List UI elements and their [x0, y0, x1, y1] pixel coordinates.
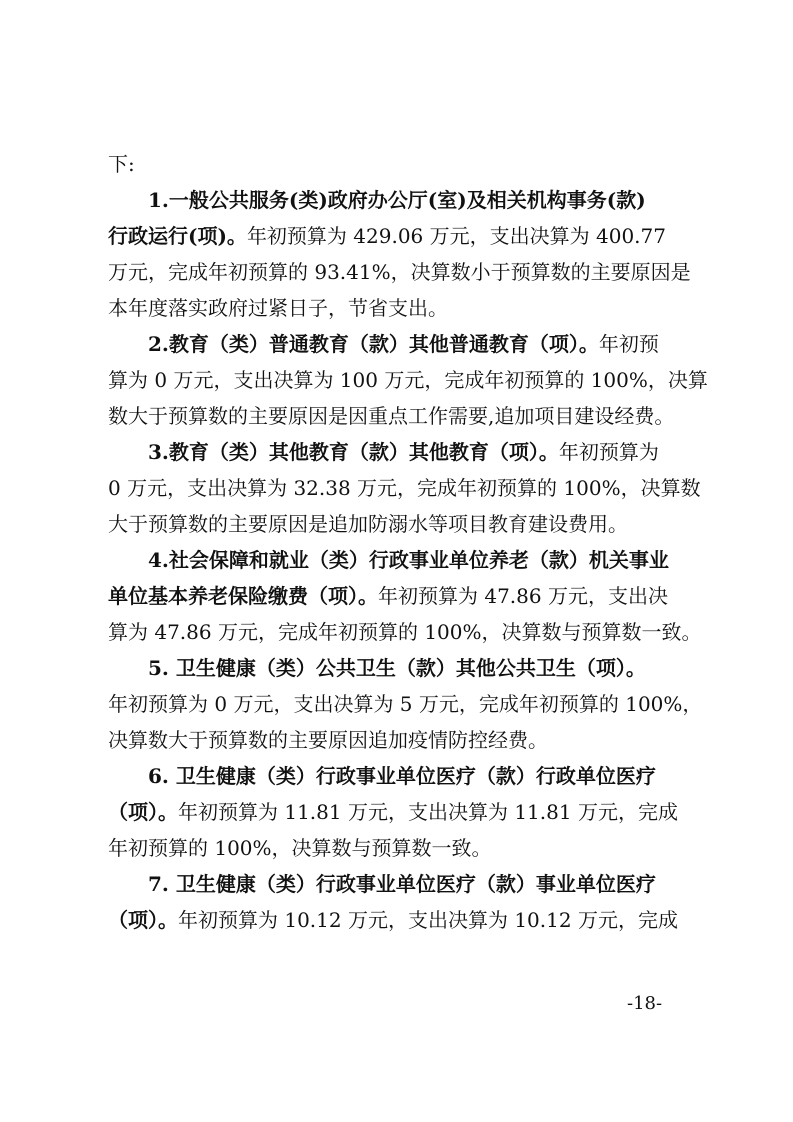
item-1-title: 1.一般公共服务(类)政府办公厅(室)及相关机构事务(款) — [148, 188, 646, 212]
item-1-title-cont: 行政运行(项)。 — [108, 224, 247, 248]
text-line — [108, 902, 688, 938]
text-line: 0 万元，支出决算为 32.38 万元，完成年初预算的 100%，决算数 — [108, 476, 701, 500]
text-line: 年初预算为 0 万元，支出决算为 5 万元，完成年初预算的 100%， — [108, 692, 703, 716]
item-5-heading — [108, 650, 688, 686]
item-7-text: 年初预算为 10.12 万元，支出决算为 10.12 万元，完成 — [178, 908, 678, 932]
item-2-title: 2.教育（类）普通教育（款）其他普通教育（项）。 — [148, 332, 599, 356]
item-2-heading — [108, 326, 688, 362]
text-line: 算为 0 万元，支出决算为 100 万元，完成年初预算的 100%，决算 — [108, 368, 708, 392]
text-line: 本年度落实政府过紧日子，节省支出。 — [108, 296, 448, 320]
item-6-text: 年初预算为 11.81 万元，支出决算为 11.81 万元，完成 — [178, 800, 678, 824]
text-line — [108, 218, 688, 254]
item-1-heading — [108, 182, 688, 218]
text-line: 万元，完成年初预算的 93.41%，决算数小于预算数的主要原因是 — [108, 260, 691, 284]
text-line — [108, 578, 688, 614]
item-4-title: 4.社会保障和就业（类）行政事业单位养老（款）机关事业 — [148, 548, 669, 572]
item-4-text: 年初预算为 47.86 万元，支出决 — [378, 584, 668, 608]
text-line: 决算数大于预算数的主要原因追加疫情防控经费。 — [108, 728, 548, 752]
item-6-title-cont: （项）。 — [108, 800, 178, 824]
item-7-title-cont: （项）。 — [108, 908, 178, 932]
item-7-title: 7. 卫生健康（类）行政事业单位医疗（款）事业单位医疗 — [148, 872, 656, 896]
body-text — [108, 146, 708, 938]
item-4-title-cont: 单位基本养老保险缴费（项）。 — [108, 584, 378, 608]
item-7-heading — [108, 866, 688, 902]
text-line: 算为 47.86 万元，完成年初预算的 100%，决算数与预算数一致。 — [108, 620, 702, 644]
item-6-title: 6. 卫生健康（类）行政事业单位医疗（款）行政单位医疗 — [148, 764, 656, 788]
item-3-title: 3.教育（类）其他教育（款）其他教育（项）。 — [148, 440, 559, 464]
text-line: 大于预算数的主要原因是追加防溺水等项目教育建设费用。 — [108, 512, 628, 536]
text-line: 数大于预算数的主要原因是因重点工作需要,追加项目建设经费。 — [108, 404, 675, 428]
text-line: 下: — [108, 152, 135, 176]
item-3-heading — [108, 434, 688, 470]
item-2-text: 年初预 — [598, 332, 659, 356]
item-5-title: 5. 卫生健康（类）公共卫生（款）其他公共卫生（项）。 — [148, 656, 646, 680]
text-line — [108, 794, 688, 830]
item-6-heading — [108, 758, 688, 794]
item-4-heading — [108, 542, 688, 578]
page-number: -18- — [627, 993, 663, 1014]
text-line: 年初预算的 100%，决算数与预算数一致。 — [108, 836, 492, 860]
item-3-text: 年初预算为 — [558, 440, 659, 464]
item-1-text: 年初预算为 429.06 万元，支出决算为 400.77 — [246, 224, 666, 248]
